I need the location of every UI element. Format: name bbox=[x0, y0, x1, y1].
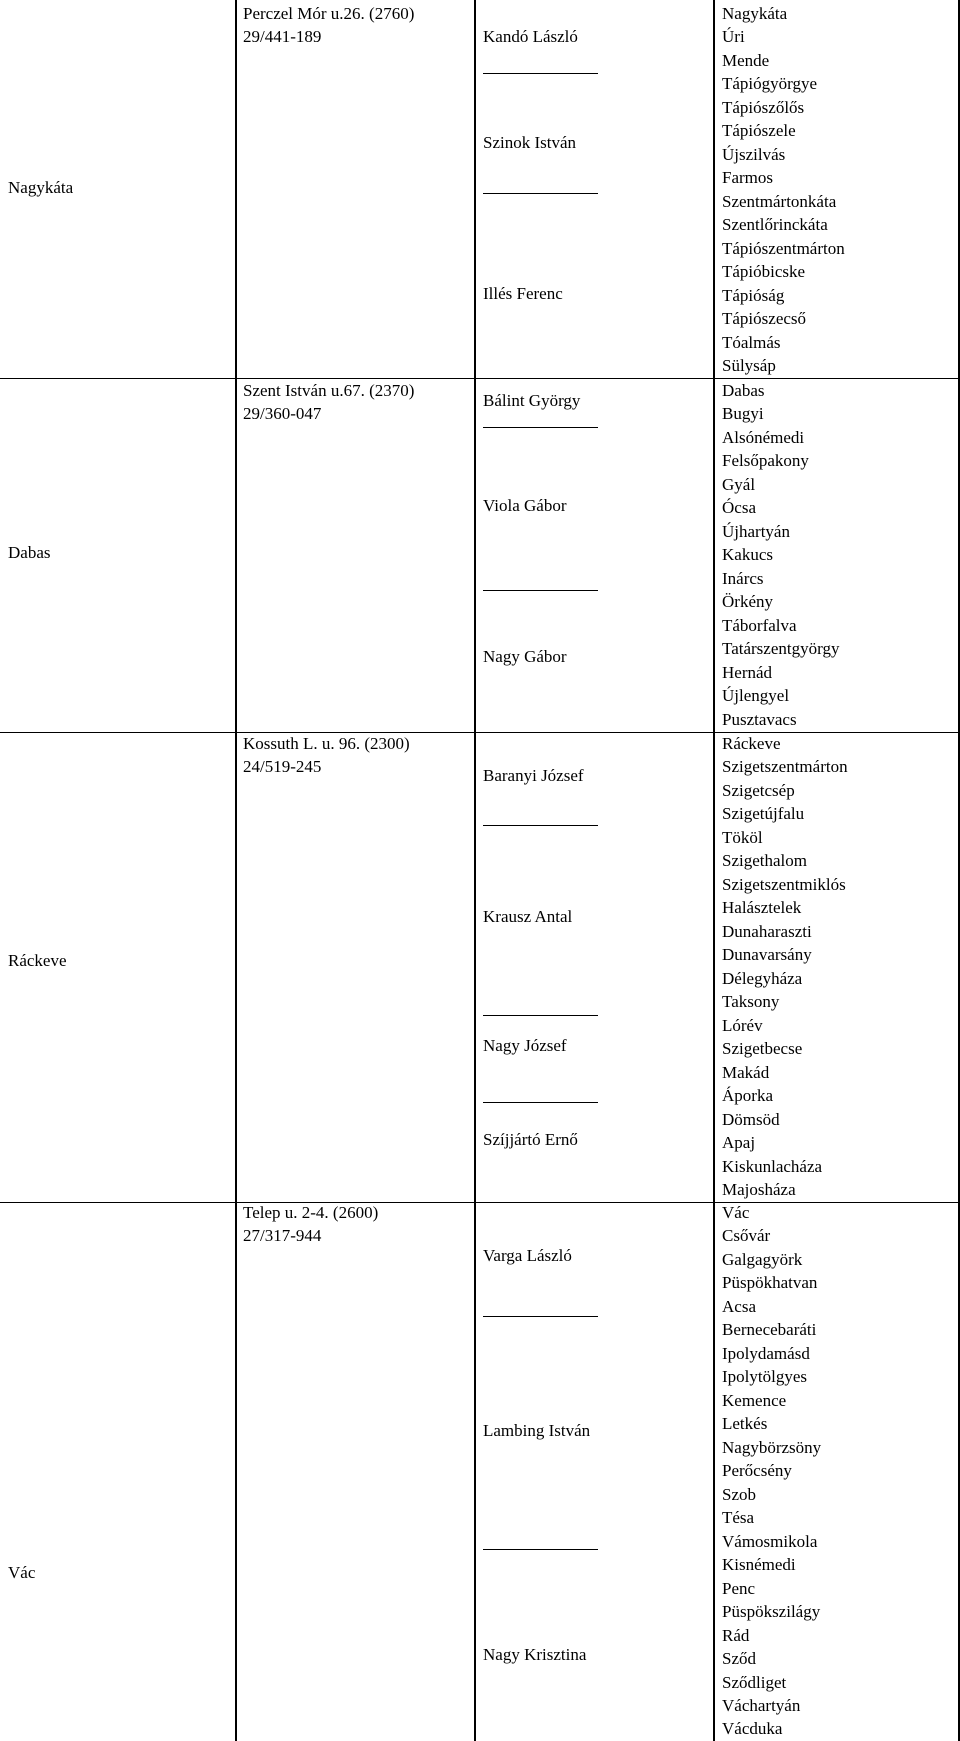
district-address: Telep u. 2-4. (2600) bbox=[243, 1203, 379, 1222]
town: Felsőpakony bbox=[722, 451, 809, 470]
officer-divider bbox=[483, 590, 598, 591]
officer-divider bbox=[483, 427, 598, 428]
town: Újszilvás bbox=[722, 145, 786, 164]
town: Délegyháza bbox=[722, 969, 803, 988]
town: Lórév bbox=[722, 1016, 763, 1035]
town: Ráckeve bbox=[722, 734, 781, 753]
district-divider bbox=[0, 1202, 960, 1203]
town: Sződliget bbox=[722, 1673, 787, 1692]
town: Hernád bbox=[722, 663, 773, 682]
town: Acsa bbox=[722, 1297, 756, 1316]
town: Tápiószele bbox=[722, 121, 796, 140]
town: Tápiószecső bbox=[722, 309, 807, 328]
officer-name: Nagy József bbox=[483, 1036, 567, 1055]
town: Pusztavacs bbox=[722, 710, 797, 729]
town: Örkény bbox=[722, 592, 773, 611]
town: Apaj bbox=[722, 1133, 756, 1152]
officer-name: Varga László bbox=[483, 1246, 572, 1265]
town: Tatárszentgyörgy bbox=[722, 639, 840, 658]
officer-divider bbox=[483, 1015, 598, 1016]
district-phone: 29/360-047 bbox=[243, 404, 322, 423]
officer-divider bbox=[483, 1102, 598, 1103]
officer-name: Kandó László bbox=[483, 27, 578, 46]
town: Ócsa bbox=[722, 498, 756, 517]
column-divider-2 bbox=[474, 0, 476, 1741]
district-name: Nagykáta bbox=[8, 178, 74, 197]
town: Vácduka bbox=[722, 1719, 783, 1738]
town: Alsónémedi bbox=[722, 428, 805, 447]
town: Taksony bbox=[722, 992, 780, 1011]
town: Szentlőrinckáta bbox=[722, 215, 828, 234]
district-phone: 27/317-944 bbox=[243, 1226, 322, 1245]
town: Dunavarsány bbox=[722, 945, 812, 964]
town: Szentmártonkáta bbox=[722, 192, 837, 211]
town: Sződ bbox=[722, 1649, 756, 1668]
town: Vác bbox=[722, 1203, 750, 1222]
officer-name: Viola Gábor bbox=[483, 496, 567, 515]
town: Ipolytölgyes bbox=[722, 1367, 807, 1386]
officer-name: Bálint György bbox=[483, 391, 581, 410]
town: Úri bbox=[722, 27, 745, 46]
officer-divider bbox=[483, 1316, 598, 1317]
town: Halásztelek bbox=[722, 898, 802, 917]
town: Vámosmikola bbox=[722, 1532, 818, 1551]
town: Tóalmás bbox=[722, 333, 781, 352]
town: Tápióbicske bbox=[722, 262, 806, 281]
town: Farmos bbox=[722, 168, 773, 187]
town: Újlengyel bbox=[722, 686, 790, 705]
district-phone: 24/519-245 bbox=[243, 757, 322, 776]
officer-name: Krausz Antal bbox=[483, 907, 573, 926]
town: Püspökszilágy bbox=[722, 1602, 821, 1621]
district-name: Ráckeve bbox=[8, 951, 67, 970]
town: Tápiógyörgye bbox=[722, 74, 818, 93]
officer-divider bbox=[483, 193, 598, 194]
town: Makád bbox=[722, 1063, 770, 1082]
town: Tököl bbox=[722, 828, 763, 847]
town: Letkés bbox=[722, 1414, 768, 1433]
town: Táborfalva bbox=[722, 616, 797, 635]
town: Tápióság bbox=[722, 286, 785, 305]
district-name: Dabas bbox=[8, 543, 51, 562]
district-divider bbox=[0, 378, 960, 379]
district-address: Perczel Mór u.26. (2760) bbox=[243, 4, 415, 23]
town: Perőcsény bbox=[722, 1461, 792, 1480]
town: Tápiószentmárton bbox=[722, 239, 845, 258]
town: Mende bbox=[722, 51, 770, 70]
town: Majosháza bbox=[722, 1180, 796, 1199]
town: Újhartyán bbox=[722, 522, 790, 541]
town: Inárcs bbox=[722, 569, 764, 588]
town: Szigetcsép bbox=[722, 781, 795, 800]
town: Nagybörzsöny bbox=[722, 1438, 822, 1457]
town: Penc bbox=[722, 1579, 756, 1598]
officer-name: Baranyi József bbox=[483, 766, 584, 785]
town: Váchartyán bbox=[722, 1696, 801, 1715]
district-address: Kossuth L. u. 96. (2300) bbox=[243, 734, 410, 753]
officer-name: Nagy Gábor bbox=[483, 647, 567, 666]
town: Kemence bbox=[722, 1391, 787, 1410]
district-name: Vác bbox=[8, 1563, 36, 1582]
town: Tápiószőlős bbox=[722, 98, 805, 117]
officer-name: Lambing István bbox=[483, 1421, 591, 1440]
town: Sülysáp bbox=[722, 356, 776, 375]
town: Csővár bbox=[722, 1226, 771, 1245]
town: Kakucs bbox=[722, 545, 773, 564]
officer-name: Szinok István bbox=[483, 133, 577, 152]
town: Szigetújfalu bbox=[722, 804, 805, 823]
district-address: Szent István u.67. (2370) bbox=[243, 381, 415, 400]
town: Szigetszentmiklós bbox=[722, 875, 846, 894]
town: Szigetszentmárton bbox=[722, 757, 848, 776]
town: Szob bbox=[722, 1485, 756, 1504]
town: Tésa bbox=[722, 1508, 755, 1527]
officer-divider bbox=[483, 73, 598, 74]
town: Rád bbox=[722, 1626, 750, 1645]
column-divider-1 bbox=[235, 0, 237, 1741]
officer-name: Illés Ferenc bbox=[483, 284, 563, 303]
town: Dömsöd bbox=[722, 1110, 780, 1129]
town: Galgagyörk bbox=[722, 1250, 803, 1269]
town: Dabas bbox=[722, 381, 765, 400]
town: Szigethalom bbox=[722, 851, 807, 870]
town: Szigetbecse bbox=[722, 1039, 803, 1058]
town: Ipolydamásd bbox=[722, 1344, 810, 1363]
town: Kisnémedi bbox=[722, 1555, 796, 1574]
district-divider bbox=[0, 732, 960, 733]
town: Kiskunlacháza bbox=[722, 1157, 823, 1176]
town: Bugyi bbox=[722, 404, 764, 423]
town: Nagykáta bbox=[722, 4, 788, 23]
officer-divider bbox=[483, 1549, 598, 1550]
town: Püspökhatvan bbox=[722, 1273, 818, 1292]
officer-divider bbox=[483, 825, 598, 826]
town: Áporka bbox=[722, 1086, 773, 1105]
column-divider-3 bbox=[713, 0, 715, 1741]
district-phone: 29/441-189 bbox=[243, 27, 322, 46]
town: Dunaharaszti bbox=[722, 922, 812, 941]
officer-name: Nagy Krisztina bbox=[483, 1645, 587, 1664]
town: Gyál bbox=[722, 475, 756, 494]
officer-name: Szíjjártó Ernő bbox=[483, 1130, 578, 1149]
town: Bernecebaráti bbox=[722, 1320, 817, 1339]
